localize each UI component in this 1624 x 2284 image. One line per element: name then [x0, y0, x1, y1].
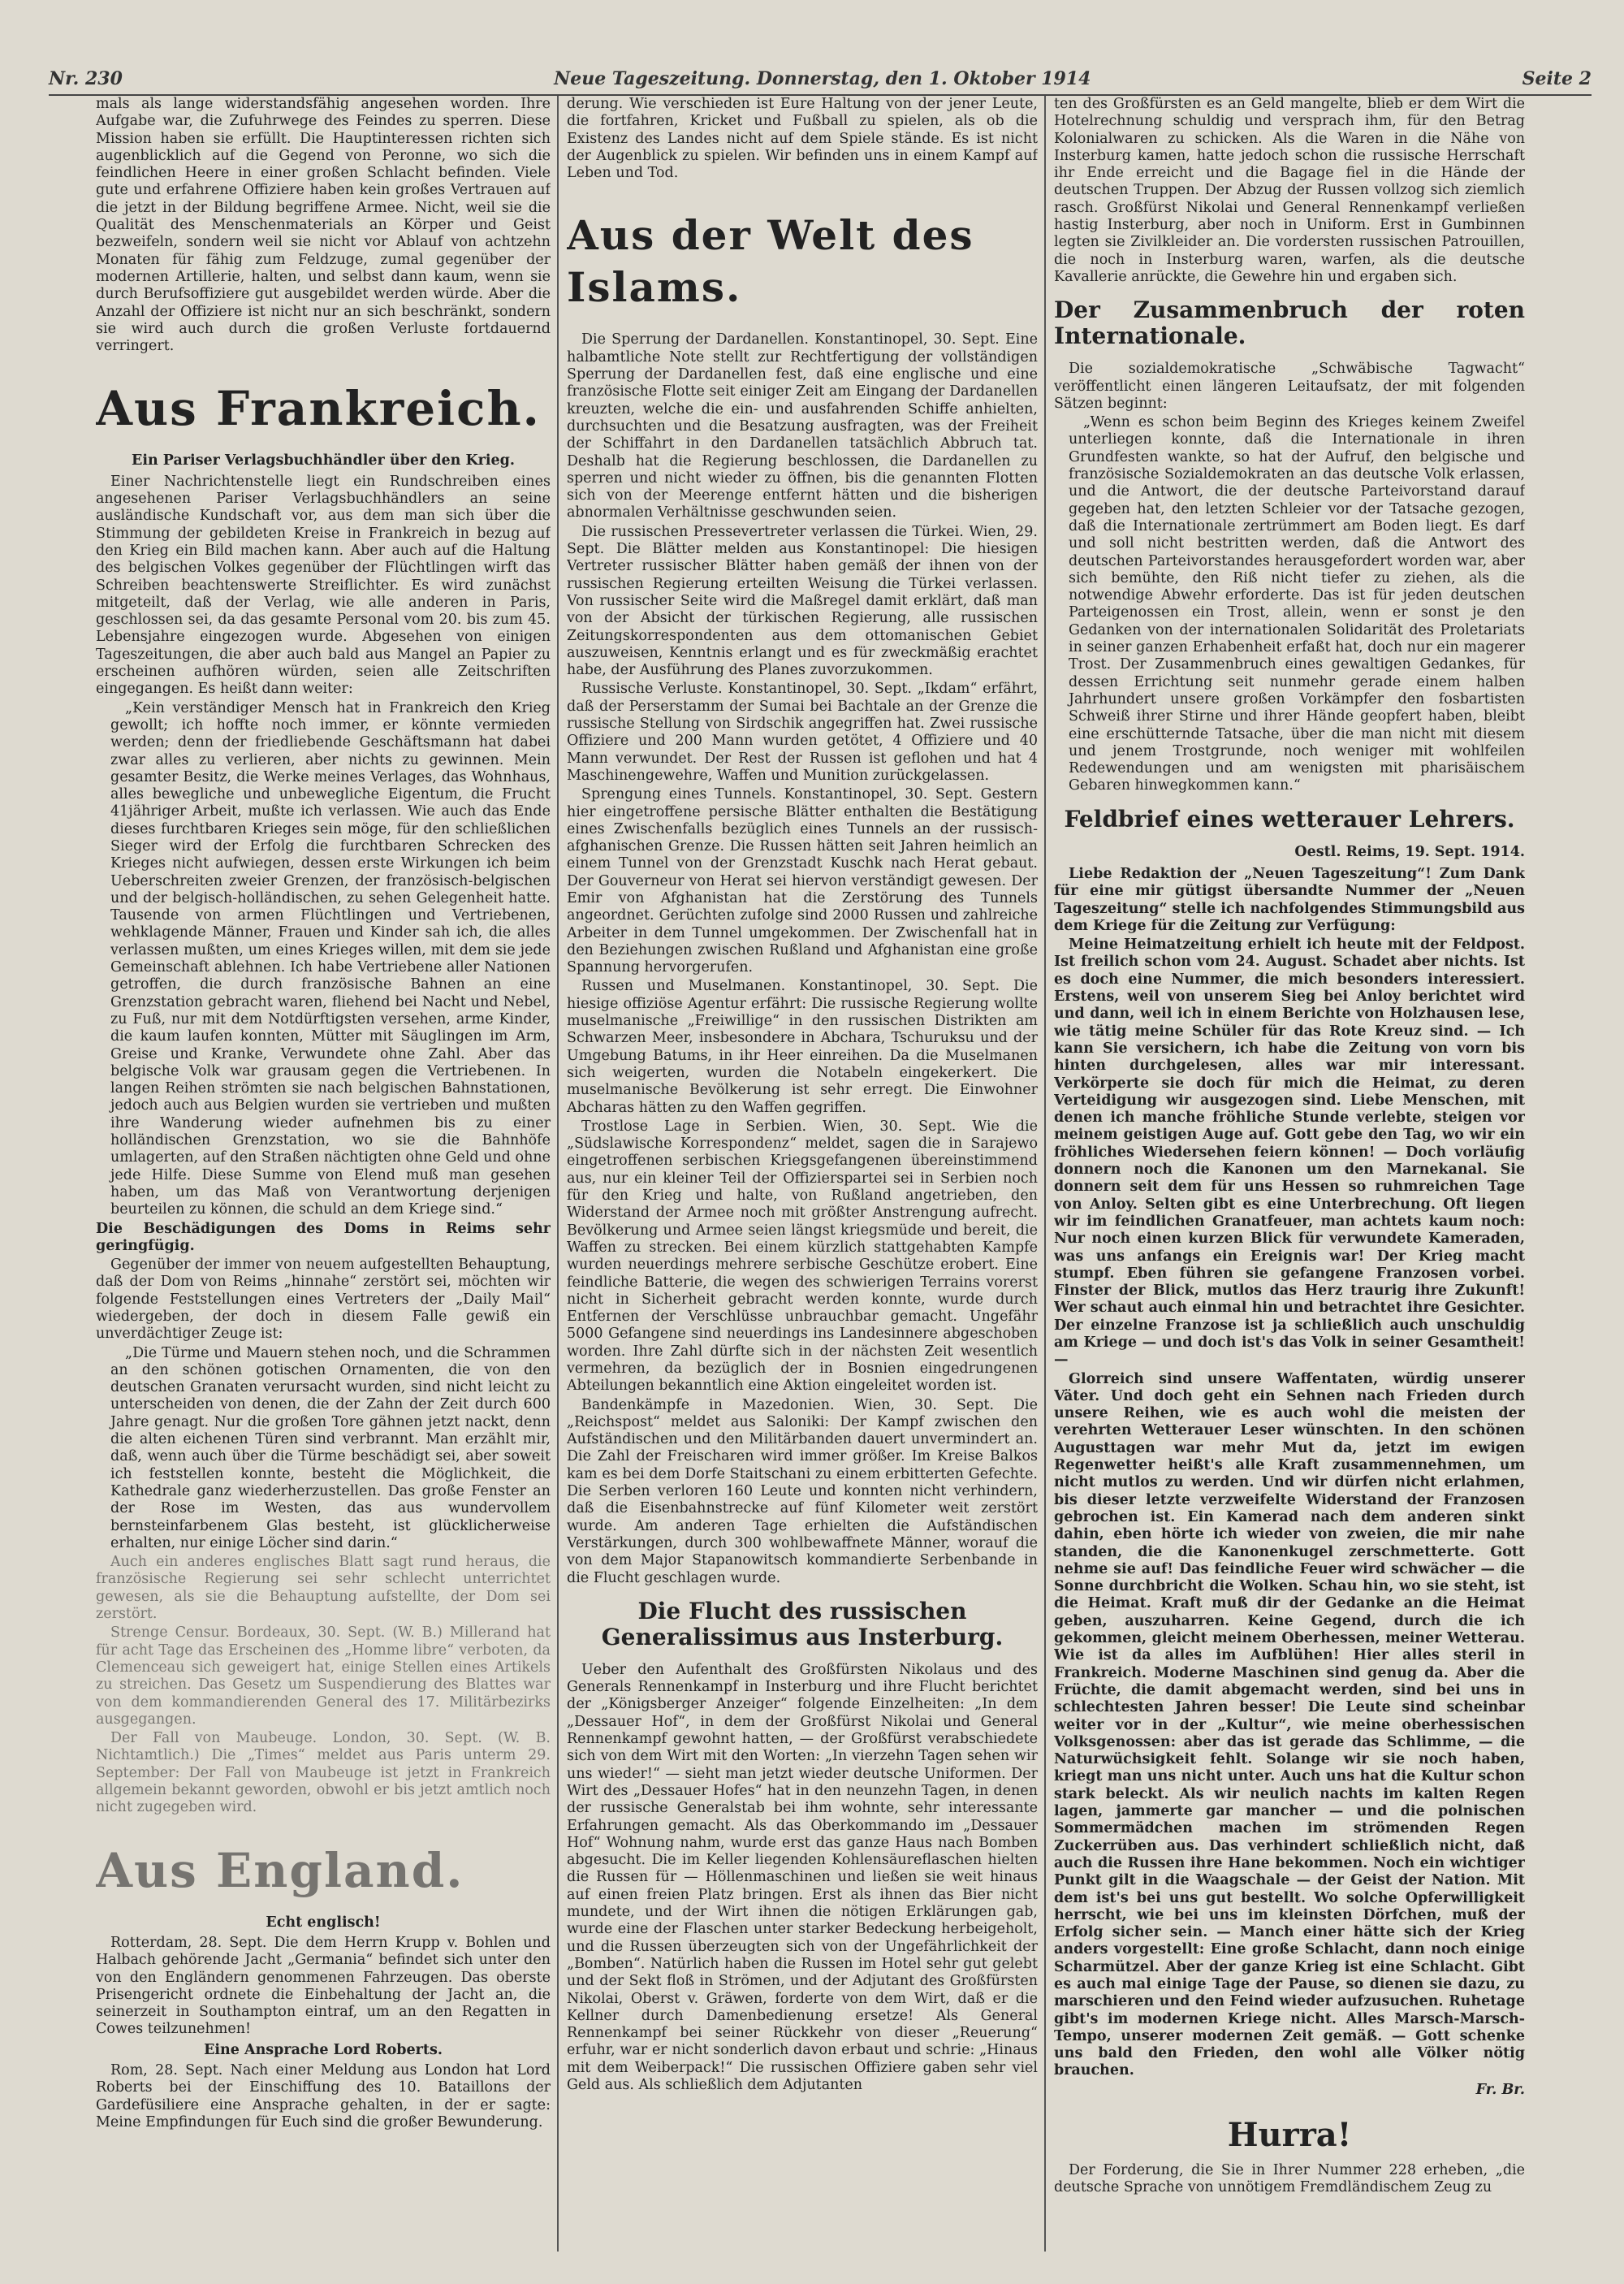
section-heading-england: Aus England. [96, 1842, 464, 1898]
article-paragraph: Auch ein anderes englisches Blatt sagt rund heraus, die französische Regierung sei sehr schlecht unterrichtet gewesen, als sie die Behauptung aufstellte, der Dom sei zerstört. [96, 1554, 551, 1623]
section-heading-feldbrief: Feldbrief eines wetterauer Lehrers. [1064, 805, 1515, 833]
article-paragraph: Meine Heimatzeitung erhielt ich heute mit der Feldpost. Ist freilich schon vom 24. August. Schadet aber nichts. Ist es doch eine Nummer, die mich besonders interessiert. Erstens, weil von unserem Sieg bei Anloy berichtet wird und dann, weil ich in einem Berichte von Holzhausen lese, wie tätig meine Schüler für das Rote Kreuz sind. — Ich kann Sie versichern, ich habe die Zeitung von vorn bis hinten durchgelesen, alles war mir interessant. Verkörperte sie doch für mich die Heimat, zu deren Verteidigung wir ausgezogen sind. Liebe Menschen, mit denen ich manche fröhliche Stunde verlebte, steigen vor meinem geistigen Auge auf. Gott gebe den Tag, wo wir ein fröhliches Wiedersehen feiern können! — Doch vorläufig donnern noch die Kanonen um den Marnekanal. Sie donnern seit dem für uns Hessen so ruhmreichen Tage von Anloy. Selten gibt es eine Unterbrechung. Oft liegen wir im feindlichen Granatfeuer, man achtets kaum noch: Nur noch einen kurzen Blick für verwundete Kameraden, was uns anfangs ein Ereignis war! Der Krieg macht stumpf. Eben führen sie gefangene Franzosen vorbei. Finster der Blick, mutlos das Herz traurig ihre Zukunft! Wer schaut auch einmal hin und betrachtet ihre Gesichter. Der einzelne Franzose ist ja schließlich auch unschuldig am Kriege — und doch ist's das Volk in seiner Gesamtheit! — [1054, 937, 1525, 1369]
section-heading-islam: Aus der Welt des Islams. [567, 211, 974, 312]
article-paragraph: Bandenkämpfe in Mazedonien. Wien, 30. Sept. Die „Reichspost“ meldet aus Saloniki: Der Kampf zwischen den Aufständischen und den Militärbanden dauert unvermindert an. Die Zahl der Freischaren wird immer größer. Im Kreise Balkos kam es bei dem Dorfe Staitschani zu einem erbitterten Gefechte. Die Serben verloren 160 Leute und konnten nicht verhindern, daß die Eisenbahnstrecke auf fünf Kilometer weit zerstört wurde. Am anderen Tage erhielten die Aufständischen Verstärkungen, durch 300 wohlbewaffnete Männer, worauf die von dem Major Stapanowitsch kommandierte Serbenbande in die Flucht geschlagen wurde. [567, 1396, 1038, 1586]
article-subheading: Ein Pariser Verlagsbuchhändler über den Krieg. [132, 452, 515, 469]
article-paragraph: Trostlose Lage in Serbien. Wien, 30. Sept. Wie die „Südslawische Korrespondenz“ meldet, sagen die in Sarajewo eingetroffenen serbischen Kriegsgefangenen übereinstimmend aus, nur ein kleiner Teil der Offizierspartei sei in Serbien noch für den Krieg und halte, von Rußland angetrieben, den Widerstand der Armee noch mit größter Anstrengung aufrecht. Bevölkerung und Armee seien längst kriegsmüde und bereit, die Waffen zu strecken. Bei einem kürzlich stattgehabten Kampfe wurden neuerdings mehrere serbische Geschütze erobert. Eine feindliche Batterie, die wegen des schwierigen Terrains vorerst nicht in Sicherheit gebracht werden konnte, wurde durch Entfernen der Verschlüsse unbrauchbar gemacht. Ungefähr 5000 Gefangene sind neuerdings ins Landesinnere abgeschoben worden. Ihre Zahl dürfte sich in der nächsten Zeit wesentlich vermehren, da bezüglich der in Bosnien eingedrungenen Abteilungen bekanntlich eine Aktion eingeleitet worden ist. [567, 1118, 1038, 1395]
article-paragraph: Rom, 28. Sept. Nach einer Meldung aus London hat Lord Roberts bei der Einschiffung des 10. Bataillons der Gardefüsiliere eine Ansprache gehalten, in der er sagte: Meine Empfindungen für Euch sind die großer Bewunderung. [96, 2061, 551, 2130]
article-paragraph: Liebe Redaktion der „Neuen Tageszeitung“! Zum Dank für eine mir gütigst übersandte Nummer der „Neuen Tageszeitung“ stelle ich nachfolgendes Stimmungsbild aus dem Kriege für die Zeitung zur Verfügung: [1054, 865, 1525, 934]
section-heading-frankreich: Aus Frankreich. [96, 381, 541, 437]
article-quote: „Die Türme und Mauern stehen noch, und die Schrammen an den schönen gotischen Ornamenten, die von den deutschen Granaten verursacht wurden, sind nicht leicht zu unterscheiden von denen, die der Zahn der Zeit durch 600 Jahre genagt. Nur die großen Tore gähnen jetzt nackt, denn die alten eichenen Türen sind verbrannt. Man erzählt mir, daß, wenn auch über die Türme beschädigt sei, aber soweit ich feststellen konnte, besteht die Möglichkeit, die Kathedrale ganz wiederherzustellen. Das große Fenster an der Rose im Westen, das aus wundervollem bernsteinfarbenem Glas besteht, ist glücklicherweise erhalten, nur einige Löcher sind darin.“ [110, 1344, 551, 1551]
article-paragraph: Die sozialdemokratische „Schwäbische Tagwacht“ veröffentlicht einen längeren Leitaufsatz, der mit folgenden Sätzen beginnt: [1054, 361, 1525, 412]
article-paragraph: Einer Nachrichtenstelle liegt ein Rundschreiben eines angesehenen Pariser Verlagsbuchhändlers an seine ausländische Kundschaft vor, aus dem man sich über die Stimmung der gebildeten Kreise in Frankreich in bezug auf den Krieg ein Bild machen kann. Aber auch auf die Haltung des belgischen Volkes gegenüber der Flüchtlingen wirft das Schreiben beachtenswerte Streiflichter. Es wird zunächst mitgeteilt, daß der Verlag, wie alle anderen in Paris, geschlossen sei, da das gesamte Personal vom 20. bis zum 45. Lebensjahre eingezogen wurde. Abgesehen von einigen Tageszeitungen, die aber auch bald aus Mangel an Papier zu erscheinen aufhören würden, seien alle Zeitschriften eingegangen. Es heißt dann weiter: [96, 473, 551, 698]
article-continuation: mals als lange widerstandsfähig angesehen worden. Ihre Aufgabe war, die Zufuhrwege des Feindes zu sperren. Diese Mission haben sie erfüllt. Die Hauptinteressen richten sich augenblicklich auf die Gegend von Peronne, wo sich die feindlichen Heere in einer großen Schlacht befinden. Viele gute und erfahrene Offiziere haben kein großes Vertrauen auf die jetzt in der Bildung begriffene Armee. Nicht, weil sie die Qualität des Menschenmaterials an Körper und Geist bezweifeln, sondern weil sie nicht vor Ablauf von achtzehn Monaten für fähig zum Feldzuge, zumal gegenüber der modernen Artillerie, halten, und selbst dann kaum, wenn sie durch Berufsoffiziere gut ausgebildet werden würde. Aber die Anzahl der Offiziere ist nicht nur an sich beschränkt, sondern sie wird auch durch die großen Verluste fortdauernd verringert. [96, 96, 551, 355]
dateline: Oestl. Reims, 19. Sept. 1914. [1294, 843, 1525, 860]
masthead-line: Neue Tageszeitung. Donnerstag, den 1. Oktober 1914 [554, 68, 1091, 89]
article-paragraph: Rotterdam, 28. Sept. Die dem Herrn Krupp v. Bohlen und Halbach gehörende Jacht „Germania“ befindet sich unter den von den Engländern genommenen Fahrzeugen. Das oberste Prisengericht ordnete die Einbehaltung der Jacht an, die seinerzeit in Southampton eintraf, um an den Regatten in Cowes teilzunehmen! [96, 1934, 551, 2038]
column-1 [96, 96, 551, 2252]
article-paragraph: Gegenüber der immer von neuem aufgestellten Behauptung, daß der Dom von Reims „hinnahe“ zerstört sei, möchten wir folgende Feststellungen eines Vertreters der „Daily Mail“ wiedergeben, der doch in diesem Falle gewiß ein unverdächtiger Zeuge ist: [96, 1257, 551, 1343]
section-heading-hurra: Hurra! [1227, 2116, 1352, 2155]
column-rule-1 [557, 96, 559, 2252]
article-paragraph: Russische Verluste. Konstantinopel, 30. Sept. „Ikdam“ erfährt, daß der Perserstamm der Sumai bei Bachtale an der Grenze die russische Stellung von Sirdschik angegriffen hat. Zwei russische Offiziere und 200 Mann wurden getötet, 4 Offiziere und 40 Mann verwundet. Der Rest der Russen ist geflohen und hat 4 Maschinengewehre, Waffen und Munition zurückgelassen. [567, 681, 1038, 784]
article-paragraph: Glorreich sind unsere Waffentaten, würdig unserer Väter. Und doch geht ein Sehnen nach Frieden durch unsere Reihen, wie es auch wohl die meisten der verehrten Wetterauer Leser wünschten. In den schönen Augusttagen war mehr Mut da, jetzt im ewigen Regenwetter heißt's alle Kraft zusammennehmen, um nicht mutlos zu werden. Und wir dürfen nicht erlahmen, bis dieser letzte verzweifelte Widerstand der Franzosen gebrochen ist. Ein Kamerad nach dem anderen sinkt dahin, eben hörte ich wieder von zweien, die mir nahe standen, die die Kanonenkugel zerschmetterte. Gott nehme sie auf! Das feindliche Feuer wird schwächer — die Sonne durchbricht die Wolken. Schau hin, wo sie steht, ist die Heimat. Kraft muß dir der Gedanke an die Heimat geben, auszuharren. Keine Gegend, durch die ich gekommen, gleicht meinem Oberhessen, meiner Wetterau. Wie ist da alles im Aufblühen! Hier alles steril in Frankreich. Moderne Maschinen sind genug da. Aber die Früchte, die damit abgemacht werden, sind bei uns in schlechtesten Jahren besser! Die Leute sind scheinbar weiter vor in der „Kultur“, wie meine oberhessischen Volksgenossen: aber das ist gerade das Schlimme, — die Naturwüchsigkeit fehlt. Solange wir sie noch haben, kriegt man uns nicht unter. Auch uns hat die Kultur schon stark beleckt. Als wir neulich nachts im kalten Regen lagen, jammerte gar mancher — und die polnischen Sommermädchen machen im strömenden Regen Zuckerrüben aus. Das verhindert schließlich nicht, daß auch die Russen ihre Hane bekommen. Noch ein wichtiger Punkt gilt in die Waagschale — der Geist der Nation. Mit dem ist's bei uns gut bestellt. Wo solche Opferwilligkeit herrscht, wie bei uns im kleinsten Dörfchen, muß der Erfolg sicher sein. — Manch einer hätte sich der Krieg anders vorgestellt: Eine große Schlacht, dann noch einige Scharmützel. Aber der ganze Krieg ist eine Schlacht. Gibt es auch mal einige Tage der Pause, so dienen sie dazu, zu marschieren und den Feind wieder aufzusuchen. Ruhetage gibt's im modernen Kriege nicht. Alles Marsch-Marsch-Tempo, unserer modernen Zeit gemäß. — Gott schenke uns bald den Frieden, den wohl alle Völker nötig brauchen. [1054, 1370, 1525, 2079]
article-subheading: Echt englisch! [266, 1914, 381, 1931]
column-rule-2 [1044, 96, 1046, 2252]
article-paragraph: Die Sperrung der Dardanellen. Konstantinopel, 30. Sept. Eine halbamtliche Note stellt zur Rechtfertigung der vollständigen Sperrung der Dardanellen fest, daß eine englische und eine französische Flotte seit einiger Zeit am Eingang der Dardanellen kreuzten, welche die ein- und ausfahrenden Schiffe anhielten, durchsuchten und die Besatzung ausfragten, was der Freiheit der Schiffahrt in den Dardanellen tatsächlich Abbruch tat. Deshalb hat die Regierung beschlossen, die Dardanellen zu sperren und nicht wieder zu öffnen, bis die genannten Flotten sich von der Meerenge entfernt hätten und die bisherigen abnormalen Verhältnisse geschwunden seien. [567, 331, 1038, 521]
section-heading-flucht: Die Flucht des russischen Generalissimus aus Insterburg. [601, 1597, 1004, 1650]
issue-number: Nr. 230 [49, 68, 123, 89]
section-heading-internationale: Der Zusammenbruch der roten Internationale. [1054, 296, 1525, 350]
article-quote: „Wenn es schon beim Beginn des Krieges keinem Zweifel unterliegen konnte, daß die Internationale in ihren Grundfesten wankte, so hat der Aufruf, den belgische und französische Sozialdemokraten an das deutsche Volk erlassen, und die Antwort, die der deutsche Parteivorstand darauf gegeben hat, den letzten Schleier vor der Tatsache gezogen, daß die Internationale zertrümmert am Boden liegt. Es darf und soll nicht bestritten werden, daß die Antwort des deutschen Parteivorstandes herausgefordert worden war, aber sich bemühte, den Riß nicht tiefer zu ziehen, als die notwendige Abwehr erforderte. Das ist für jeden deutschen Parteigenossen ein Trost, allein, wenn er sonst je den Gedanken von der internationalen Solidarität des Proletariats in seiner ganzen Erhabenheit erfaßt hat, doch nur ein magerer Trost. Der Zusammenbruch eines gewaltigen Gedankes, für dessen Errichtung seit nunmehr gerade einem halben Jahrhundert unsere großen Vorkämpfer den fosbartisten Schweiß ihrer Stirne und ihrer Hände geopfert haben, bleibt eine erschütternde Tatsache, über die man nicht mit diesem und jenem Trostgrunde, noch weniger mit wohlfeilen Redewendungen und am wenigsten mit pharisäischem Gebaren hinwegkommen kann.“ [1069, 414, 1525, 794]
article-continuation: derung. Wie verschieden ist Eure Haltung von der jener Leute, die fortfahren, Kricket und Fußball zu spielen, als ob die Existenz des Landes nicht auf dem Spiele stände. Es ist nicht der Augenblick zu spielen. Wir befinden uns in einem Kampf auf Leben und Tod. [567, 96, 1038, 182]
signature: Fr. Br. [1475, 2081, 1525, 2098]
page-number: Seite 2 [1522, 68, 1592, 89]
article-quote: „Kein verständiger Mensch hat in Frankreich den Krieg gewollt; ich hoffte noch immer, er könnte vermieden werden; denn der friedliebende Geschäftsmann hat dabei zwar alles zu verlieren, aber nichts zu gewinnen. Mein gesamter Besitz, die Werke meines Verlages, das Wohnhaus, alles bewegliche und unbewegliche Eigentum, die Frucht 41jähriger Arbeit, mußte ich verlassen. Wie auch das Ende dieses furchtbaren Krieges sein möge, für den schließlichen Sieger wird der Erfolg die furchtbaren Schrecken des Krieges nicht aufwiegen, dessen erste Wirkungen ich beim Ueberschreiten zweier Grenzen, der französisch-belgischen und der belgisch-holländischen, zu sehen Gelegenheit hatte. Tausende von armen Flüchtlingen und Vertriebenen, wehklagende Männer, Frauen und Kinder sah ich, die alles verlassen mußten, um eines Krieges willen, mit dem sie jede Gemeinschaft ablehnen. Ich habe Vertriebene aller Nationen getroffen, die durch französische Bahnen an eine Grenzstation gebracht waren, fliehend bei Nacht und Nebel, zu Fuß, nur mit dem Notdürftigsten versehen, arme Kinder, die kaum laufen konnten, Mütter mit Säuglingen im Arm, Greise und Kranke, Verwundete ohne Zahl. Aber das belgische Volk war grausam gegen die Vertriebenen. In langen Reihen strömten sie nach belgischen Bahnstationen, jedoch auch aus Belgien wurden sie vertrieben und mußten ihre Wanderung wieder aufnehmen bis zu einer holländischen Grenzstation, wo sie die Bahnhöfe umlagerten, auf den Straßen nächtigten ohne Geld und ohne jede Hilfe. Diese Summe von Elend muß man gesehen haben, um das Maß von Verantwortung derjenigen beurteilen zu können, die schuld an dem Kriege sind.“ [110, 699, 551, 1218]
article-paragraph: Der Fall von Maubeuge. London, 30. Sept. (W. B. Nichtamtlich.) Die „Times“ meldet aus Paris unterm 29. September: Der Fall von Maubeuge ist jetzt in Frankreich allgemein bekannt geworden, obwohl er bis jetzt amtlich noch nicht zugegeben wird. [96, 1730, 551, 1816]
article-paragraph: Sprengung eines Tunnels. Konstantinopel, 30. Sept. Gestern hier eingetroffene persische Blätter enthalten die Bestätigung eines Zwischenfalls bezüglich eines Tunnels an der russisch-afghanischen Grenze. Die Russen hätten seit Jahren heimlich an einem Tunnel von der Grenzstadt Kuschk nach Herat gebaut. Der Gouverneur von Herat sei hiervon verständigt gewesen. Der Emir von Afghanistan hat die Zerstörung des Tunnels angeordnet. Gerüchten zufolge sind 2000 Russen und zahlreiche Arbeiter in dem Tunnel umgekommen. Der Zwischenfall hat in den Beziehungen zwischen Rußland und Afghanistan eine große Spannung hervorgerufen. [567, 786, 1038, 976]
article-subheading: Die Beschädigungen des Doms in Reims sehr geringfügig. [96, 1220, 551, 1254]
article-continuation: ten des Großfürsten es an Geld mangelte, blieb er dem Wirt die Hotelrechnung schuldig und versprach ihm, für den Betrag Kolonialwaren zu schicken. Als die Waren in die Nähe von Insterburg kamen, hatte jedoch schon die russische Herrschaft ihr Ende erreicht und die Bagage fiel in die Hände der deutschen Truppen. Der Abzug der Russen vollzog sich ziemlich rasch. Großfürst Nikolai und General Rennenkampf verließen hastig Insterburg, aber noch in Uniform. Erst in Gumbinnen legten sie Zivilkleider an. Die vordersten russischen Patrouillen, die noch in Insterburg waren, warfen, als die deutsche Kavallerie anrückte, die Gewehre hin und ergaben sich. [1054, 96, 1525, 285]
column-3 [1054, 96, 1525, 2252]
page-header [49, 57, 1592, 96]
article-subheading: Eine Ansprache Lord Roberts. [204, 2041, 443, 2058]
article-paragraph: Ueber den Aufenthalt des Großfürsten Nikolaus und des Generals Rennenkampf in Insterburg und ihre Flucht berichtet der „Königsberger Anzeiger“ folgende Einzelheiten: „In dem „Dessauer Hof“, in dem der Großfürst Nikolai und General Rennenkampf gewohnt hatten, — der Großfürst verabschiedete sich von dem Wirt mit den Worten: „In vierzehn Tagen sehen wir uns wieder!“ — sieht man jetzt wieder deutsche Uniformen. Der Wirt des „Dessauer Hofes“ hat in den neunzehn Tagen, in denen der russische Generalstab bei ihm wohnte, sehr interessante Erfahrungen gemacht. Als das Oberkommando im „Dessauer Hof“ Wohnung nahm, wurde erst das ganze Haus nach Bomben abgesucht. Die im Keller liegenden Kohlensäureflaschen hielten die Russen für — Höllenmaschinen und ließen sie weit hinaus auf einen freien Platz bringen. Erst als ihnen das Bier nicht mundete, und der Wirt ihnen die nötigen Erklärungen gab, wurde eine der Flaschen unter starker Bedeckung herbeigeholt, und die Russen überzeugten sich von der Ungefährlichkeit der „Bomben“. Natürlich haben die Russen im Hotel sehr gut gelebt und der Sekt floß in Strömen, und der Adjutant des Großfürsten Nikolai, Oberst v. Gräwen, forderte von dem Wirt, daß er die Kellner durch Damenbedienung ersetze! Als General Rennenkampf bei seiner Rückkehr von dieser „Reuerung“ erfuhr, war er nicht sonderlich davon erbaut und schrie: „Hinaus mit dem Weiberpack!“ Die russischen Offiziere gaben sehr viel Geld aus. Als schließlich dem Adjutanten [567, 1661, 1038, 2093]
article-paragraph: Die russischen Pressevertreter verlassen die Türkei. Wien, 29. Sept. Die Blätter melden aus Konstantinopel: Die hiesigen Vertreter russischer Blätter haben gemäß der ihnen von der russischen Regierung erteilten Weisung die Türkei verlassen. Von russischer Seite wird die Maßregel damit erklärt, daß man von der Absicht der türkischen Regierung, alle russischen Zeitungskorrespondenten aus dem ottomanischen Gebiet auszuweisen, Kenntnis erlangt und es für zweckmäßig erachtet habe, der Ausführung des Planes zuvorzukommen. [567, 523, 1038, 679]
article-paragraph: Strenge Censur. Bordeaux, 30. Sept. (W. B.) Millerand hat für acht Tage das Erscheinen des „Homme libre“ verboten, da Clemenceau sich geweigert hat, einige Stellen eines Artikels zu streichen. Das Gesetz um Suspendierung des Blattes war von dem kommandierenden General des 17. Militärbezirks ausgegangen. [96, 1624, 551, 1728]
article-paragraph: Der Forderung, die Sie in Ihrer Nummer 228 erheben, „die deutsche Sprache von unnötigem Fremdländischem Zeug zu [1054, 2162, 1525, 2196]
article-paragraph: Russen und Muselmanen. Konstantinopel, 30. Sept. Die hiesige offiziöse Agentur erfährt: Die russische Regierung wollte muselmanische „Freiwillige“ in den russischen Distrikten am Schwarzen Meer, insbesondere in Abchara, Tschuruksu und der Umgebung Batums, in ihr Heer einreihen. Da die Muselmanen sich weigerten, wurden die Notabeln eingekerkert. Die muselmanische Bevölkerung ist sehr erregt. Die Einwohner Abcharas hätten zu den Waffen gegriffen. [567, 978, 1038, 1116]
column-2 [567, 96, 1038, 2252]
